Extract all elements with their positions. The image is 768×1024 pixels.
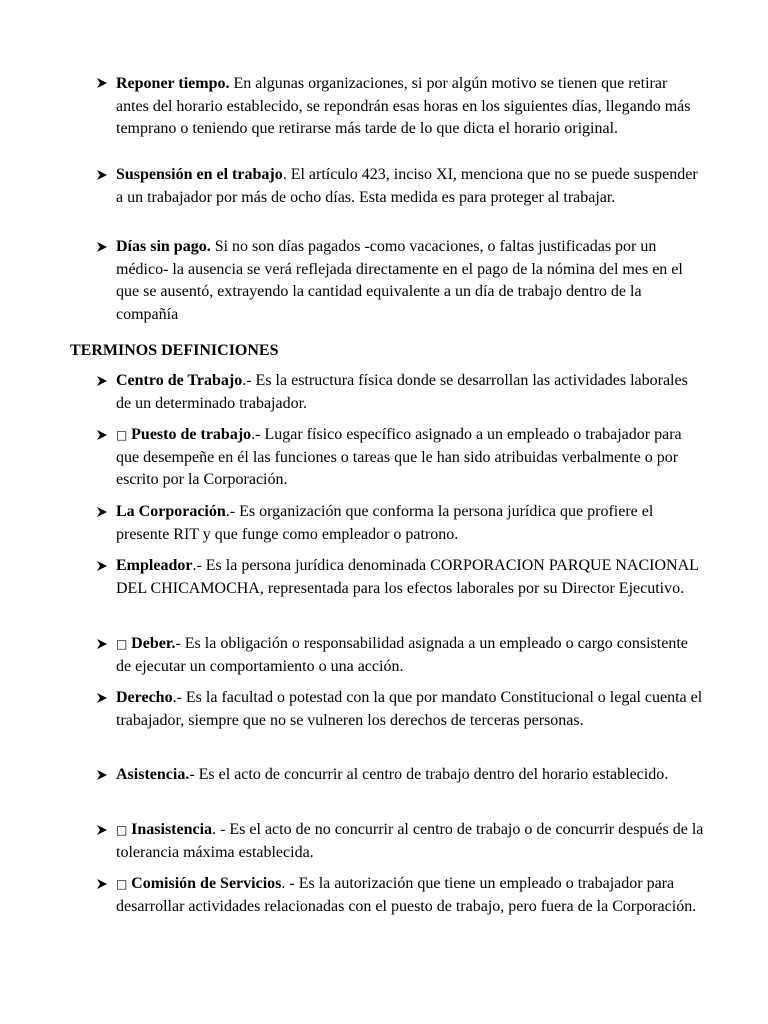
item-term: La Corporación: [116, 503, 226, 520]
item-prefix: □: [116, 637, 132, 651]
item-term: Comisión de Servicios: [131, 875, 282, 892]
item-term: Deber.: [131, 635, 176, 652]
item-text: . El artículo 423, inciso XI, menciona que no se puede suspender a un trabajador por más de ocho días. Esta medida es para proteger al trabajar.: [116, 166, 698, 206]
item-term: Empleador: [116, 557, 193, 574]
item-term: Puesto de trabajo: [131, 426, 252, 443]
item-text: . - Es el acto de no concurrir al centro de trabajo o de concurrir después de la tolerancia máxima establecida.: [116, 821, 704, 861]
item-term: Asistencia.: [116, 766, 190, 783]
arrow-bullet-icon: [96, 241, 108, 253]
list-item: [116, 555, 704, 600]
list-item: [116, 164, 704, 209]
arrow-bullet-icon: [96, 77, 108, 89]
arrow-bullet-icon: [96, 692, 108, 704]
item-prefix: □: [116, 823, 132, 837]
item-text: . - Es la autorización que tiene un empleado o trabajador para desarrollar actividades relacionadas con el puesto de trabajo, pero fuera de la Corporación.: [116, 875, 697, 915]
item-text: - Es la obligación o responsabilidad asignada a un empleado o cargo consistente de ejecutar un comportamiento o una acción.: [116, 635, 688, 675]
list-item: [116, 633, 704, 678]
arrow-bullet-icon: [96, 375, 108, 387]
item-text: En algunas organizaciones, si por algún motivo se tienen que retirar antes del horario establecido, se repondrán esas horas en los siguientes días, llegando más temprano o teniendo que retirarse más tarde de lo que dicta el horario original.: [116, 75, 691, 137]
list-item: [116, 370, 704, 415]
list-item: [116, 687, 704, 732]
item-text: - Es el acto de concurrir al centro de trabajo dentro del horario establecido.: [189, 766, 669, 783]
arrow-bullet-icon: [96, 638, 108, 650]
item-term: Días sin pago.: [116, 238, 211, 255]
list-item: [116, 501, 704, 546]
item-text: .- Es organización que conforma la persona jurídica que profiere el presente RIT y que funge como empleador o patrono.: [116, 503, 654, 543]
list-item: [116, 764, 704, 787]
arrow-bullet-icon: [96, 429, 108, 441]
item-term: Inasistencia: [131, 821, 213, 838]
section-heading: TERMINOS DEFINICIONES: [70, 342, 279, 359]
item-term: Suspensión en el trabajo: [116, 166, 283, 183]
item-prefix: □: [116, 877, 132, 891]
arrow-bullet-icon: [96, 506, 108, 518]
list-item: [116, 73, 704, 141]
item-text: Si no son días pagados -como vacaciones, o faltas justificadas por un médico- la ausencia se verá reflejada directamente en el pago de la nómina del mes en el que se ausentó, extrayendo la cantidad equivalente a un día de trabajo dentro de la compañía: [116, 238, 683, 323]
arrow-bullet-icon: [96, 169, 108, 181]
item-prefix: □: [116, 428, 132, 442]
item-text: .- Lugar físico específico asignado a un empleado o trabajador para que desempeñe en él las funciones o tareas que le han sido atribuidas verbalmente o por escrito por la Corporación.: [116, 426, 682, 488]
item-text: .- Es la estructura física donde se desarrollan las actividades laborales de un determinado trabajador.: [116, 372, 688, 412]
list-item: [116, 236, 704, 326]
list-item: [116, 819, 704, 864]
arrow-bullet-icon: [96, 560, 108, 572]
item-text: .- Es la persona jurídica denominada CORPORACION PARQUE NACIONAL DEL CHICAMOCHA, representada para los efectos laborales por su Director Ejecutivo.: [116, 557, 699, 597]
arrow-bullet-icon: [96, 769, 108, 781]
item-text: .- Es la facultad o potestad con la que por mandato Constitucional o legal cuenta el trabajador, siempre que no se vulneren los derechos de terceras personas.: [116, 689, 703, 729]
item-term: Reponer tiempo.: [116, 75, 230, 92]
item-term: Derecho: [116, 689, 173, 706]
arrow-bullet-icon: [96, 878, 108, 890]
list-item: [116, 873, 704, 918]
arrow-bullet-icon: [96, 824, 108, 836]
list-item: [116, 424, 704, 492]
item-term: Centro de Trabajo: [116, 372, 243, 389]
